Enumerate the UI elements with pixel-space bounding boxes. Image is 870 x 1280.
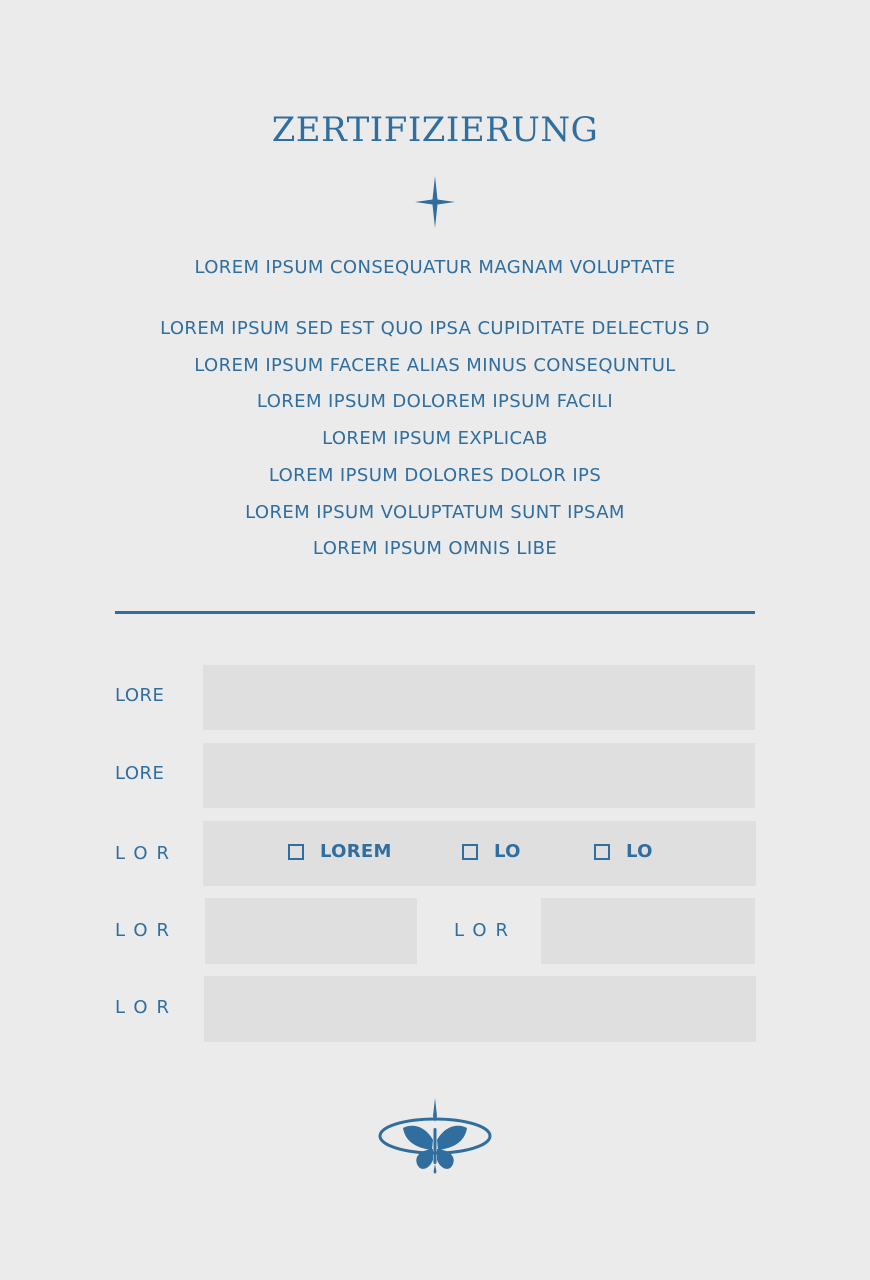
subtitle: LOREM IPSUM CONSEQUATUR MAGNAM VOLUPTATE <box>194 257 676 278</box>
row1-field[interactable] <box>203 665 755 730</box>
row4-label: LOR <box>115 920 179 941</box>
checkbox-icon[interactable] <box>594 844 610 860</box>
text-line: LOREM IPSUM DOLOREM IPSUM FACILI <box>256 391 614 413</box>
page-title: ZERTIFIZIERUNG <box>271 110 599 150</box>
option-label: LO <box>626 841 653 862</box>
text-line: LOREM IPSUM VOLUPTATUM SUNT IPSAM <box>245 501 625 523</box>
text-line: LOREM IPSUM DOLORES DOLOR IPS <box>268 464 602 486</box>
row2-field[interactable] <box>203 743 755 808</box>
butterfly-logo-icon <box>376 1098 494 1174</box>
body-text <box>0 311 870 568</box>
row5-label: LOR <box>115 997 179 1018</box>
text-line: LOREM IPSUM SED EST QUO IPSA CUPIDITATE DELECTUS D <box>160 318 710 339</box>
row5-field[interactable] <box>204 976 756 1042</box>
option-lorem[interactable] <box>288 841 392 862</box>
row4-mid-label: LOR <box>454 920 518 941</box>
row1-label: LORE <box>115 685 165 706</box>
option-lo-1[interactable] <box>462 841 521 862</box>
checkbox-icon[interactable] <box>462 844 478 860</box>
text-line: LOREM IPSUM FACERE ALIAS MINUS CONSEQUNTUL <box>194 354 676 376</box>
checkbox-icon[interactable] <box>288 844 304 860</box>
text-line: LOREM IPSUM OMNIS LIBE <box>312 538 558 560</box>
row2-label: LORE <box>115 763 165 784</box>
row3-label: LOR <box>115 843 179 864</box>
sparkle-icon <box>415 176 455 228</box>
row4-right-field[interactable] <box>541 898 755 964</box>
divider <box>115 611 755 614</box>
option-lo-2[interactable] <box>594 841 653 862</box>
option-label: LO <box>494 841 521 862</box>
text-line: LOREM IPSUM EXPLICAB <box>322 428 548 450</box>
row4-left-field[interactable] <box>205 898 417 964</box>
option-label: LOREM <box>320 841 392 862</box>
